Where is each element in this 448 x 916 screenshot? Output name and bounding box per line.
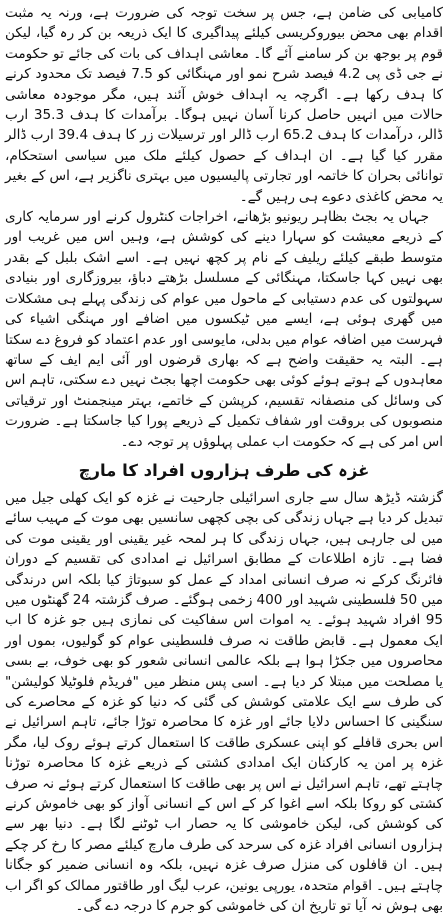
section-heading: غزہ کی طرف ہزاروں افراد کا مارچ xyxy=(78,460,370,480)
section-paragraph: گزشتہ ڈیڑھ سال سے جاری اسرائیلی جارحیت نے غزہ کو ایک کھلی جیل میں تبدیل کر دیا ہے جہاں زندگی کی بچی کچھی سانسیں بھی موت کے مہیب سائے میں لی جارہی ہیں، جہاں زندگی کا ہر لمحہ غیر یقینی اور یقینی موت کی فضا ہے۔ تازہ اطلاعات کے مطابق اسرائیل نے امدادی کی تقسیم کے دوران فائرنگ کرکے نہ صرف انسانی امداد کے عمل کو سبوتاژ کیا بلکہ اس درندگی میں 50 فلسطینی شہید اور 400 زخمی ہوگئے۔ صرف گزشتہ 24 گھنٹوں میں 95 افراد شہید ہوئے۔ یہ اموات اس سفاکیت کی نمازی ہیں جو غزہ کا اب ایک معمول ہے۔ قابض طاقت نہ صرف فلسطینی عوام کو گولیوں، بموں اور محاصروں میں جکڑا ہوا ہے بلکہ عالمی انسانی شعور کو بھی خوف، بے بسی یا مصلحت میں مبتلا کر دیا ہے۔ اسی پس منظر میں "فریڈم فلوٹیلا کولیشن" کی طرف سے ایک علامتی کوشش کی گئی کہ دنیا کو غزہ کے محاصرے کی سنگینی کا احساس دلایا جائے اور غزہ کا محاصرہ توڑا جائے، تاہم اسرائیل نے اس بحری قافلے کو اپنی عسکری طاقت کا استعمال کرتے ہوئے روک لیا، مگر غزہ پر امن یہ کارکنان ایک امدادی کشتی کے ذریعے غزہ کا محاصرہ توڑنا چاہتے تھے، تاہم اسرائیل نے اس پر بھی طاقت کا استعمال کرتے ہوئے نہ صرف کشتی کو روکا بلکہ اسے اغوا کر کے اس کے انسانی آواز کو بھی خاموش کرنے کی کوشش کی، لیکن خاموشی کا یہ حصار اب ٹوٹنے لگا ہے۔ دنیا بھر سے ہزاروں انسانی افراد غزہ کی سرحد کی طرف مارچ کیلئے مصر کا رخ کر چکے ہیں۔ ان قافلوں کی منزل صرف غزہ نہیں، بلکہ وہ انسانی ضمیر کو جگانا چاہتے ہیں۔ اقوام متحدہ، یورپی یونین، عرب لیگ اور طاقتور ممالک کو اگر اب بھی ہوش نہ آیا تو تاریخ ان کی خاموشی کو جرم کا درجہ دے گی۔ xyxy=(5,489,443,915)
article-paragraph-2: جہاں یہ بجٹ بظاہر ریونیو بڑھانے، اخراجات کنٹرول کرنے اور سرمایہ کاری کے ذریعے معیشت کو سہارا دینے کی کوشش ہے، وہیں اس میں غریب اور متوسط طبقے کیلئے ریلیف کے نام پر کچھ نہیں ہے۔ اسے اشک بلبل کے بقدر بھی نہیں کہا جاسکتا، مہنگائی کے مسلسل بڑھتے دباؤ، بیروزگاری اور بنیادی سہولتوں کی عدم دستیابی کے ماحول میں عوام کی زندگی پہلے ہی مشکلات میں گھری ہوئی ہے، ایسے میں ٹیکسوں میں اضافے اور مہنگی اشیاء کی فہرست میں اضافہ عوام میں بدلی، مایوسی اور عدم اعتماد کو فروغ دے سکتا ہے۔ البتہ یہ حقیقت واضح ہے کہ بھاری قرضوں اور آئی ایم ایف کے ساتھ معاہدوں کے ہوتے ہوئے کوئی بھی حکومت اچھا بجٹ نہیں دے سکتی، تاہم اس کی وسائل کی منصفانہ تقسیم، کرپشن کے خاتمے، بہتر مینجمنٹ اور ترقیاتی منصوبوں کی بروقت اور شفاف تکمیل کے ذریعے پورا کیا جاسکتا ہے۔ ضرورت اس امر کی ہے کہ حکومت اب عملی پہلوؤں پر توجہ دے۔ xyxy=(5,209,443,450)
article-paragraph-1: کامیابی کی ضامن ہے، جس پر سخت توجہ کی ضرورت ہے، ورنہ یہ مثبت اقدام بھی محض بیوروکریسی کیلئے پیداگیری کا ایک ذریعہ بن کر رہ گیا، لیکن قوم پر بوجھ بن کر سامنے آئے گا۔ معاشی اہداف کی بات کی جائے تو حکومت نے جی ڈی پی 4.2 فیصد شرح نمو اور مہنگائی کو 7.5 فیصد تک محدود کرنے کا ہدف رکھا ہے۔ اگرچہ یہ اہداف خوش آئند ہیں، مگر موجودہ معاشی حالات میں انہیں حاصل کرنا آسان نہیں ہوگا۔ برآمدات کا ہدف 35.3 ارب ڈالر، درآمدات کا ہدف 65.2 ارب ڈالر اور ترسیلات زر کا ہدف 39.4 ارب ڈالر مقرر کیا گیا ہے۔ ان اہداف کے حصول کیلئے ملک میں سیاسی استحکام، توانائی بحران کا خاتمہ اور تجارتی پالیسیوں میں بہتری ناگزیر ہے، اس کے بغیر یہ محض کاغذی دعوے ہی رہیں گے۔ xyxy=(5,5,443,205)
